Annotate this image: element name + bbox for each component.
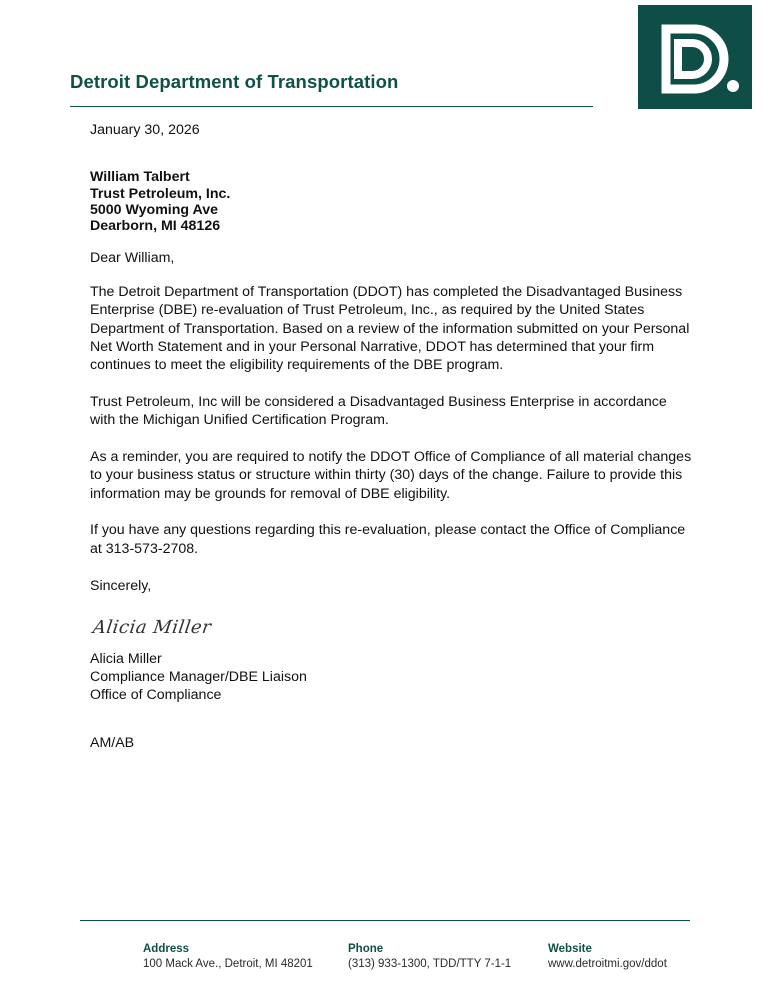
footer-address: 100 Mack Ave., Detroit, MI 48201 — [143, 958, 313, 970]
organization-title: Detroit Department of Transportation — [70, 71, 399, 92]
paragraph-line: at 313-573-2708. — [90, 541, 199, 557]
paragraph-line: with the Michigan Unified Certification Program. — [90, 412, 389, 428]
footer-divider — [80, 920, 690, 921]
paragraph-line: Enterprise (DBE) re-evaluation of Trust Petroleum, Inc., as required by the United States — [90, 302, 645, 318]
paragraph-line: The Detroit Department of Transportation (DDOT) has completed the Disadvantaged Business — [90, 284, 683, 300]
handwritten-signature: Alicia Miller — [91, 617, 213, 638]
ddot-d-logo-icon — [638, 5, 752, 109]
letter-date: January 30, 2026 — [90, 122, 200, 138]
paragraph-line: Trust Petroleum, Inc will be considered a Disadvantaged Business Enterprise in accordance — [90, 394, 667, 410]
recipient-city: Dearborn, MI 48126 — [90, 218, 221, 234]
paragraph-line: continues to meet the eligibility requirements of the DBE program. — [90, 357, 504, 373]
recipient-street: 5000 Wyoming Ave — [90, 202, 218, 218]
salutation: Dear William, — [90, 250, 175, 266]
footer-phone-label: Phone — [348, 943, 384, 955]
header-divider — [70, 106, 593, 107]
footer-website-link[interactable]: www.detroitmi.gov/ddot — [548, 958, 667, 970]
ddot-logo — [638, 5, 752, 109]
footer-address-label: Address — [143, 943, 190, 955]
paragraph-line: to your business status or structure within thirty (30) days of the change. Failure to provide this — [90, 467, 683, 483]
signer-name: Alicia Miller — [90, 651, 162, 667]
signer-title: Compliance Manager/DBE Liaison — [90, 669, 307, 685]
footer-phone: (313) 933-1300, TDD/TTY 7-1-1 — [348, 958, 512, 970]
paragraph-line: information may be grounds for removal of DBE eligibility. — [90, 486, 451, 502]
paragraph-line: As a reminder, you are required to notify the DDOT Office of Compliance of all material changes — [90, 449, 692, 465]
signer-office: Office of Compliance — [90, 687, 222, 703]
closing: Sincerely, — [90, 578, 152, 594]
recipient-company: Trust Petroleum, Inc. — [90, 186, 231, 202]
footer-website-label: Website — [548, 943, 592, 955]
reference-initials: AM/AB — [90, 735, 135, 751]
paragraph-line: Department of Transportation. Based on a review of the information submitted on your Personal — [90, 321, 690, 337]
paragraph-line: Net Worth Statement and in your Personal Narrative, DDOT has determined that your firm — [90, 339, 655, 355]
paragraph-line: If you have any questions regarding this re-evaluation, please contact the Office of Compliance — [90, 522, 686, 538]
recipient-name: William Talbert — [90, 169, 190, 185]
